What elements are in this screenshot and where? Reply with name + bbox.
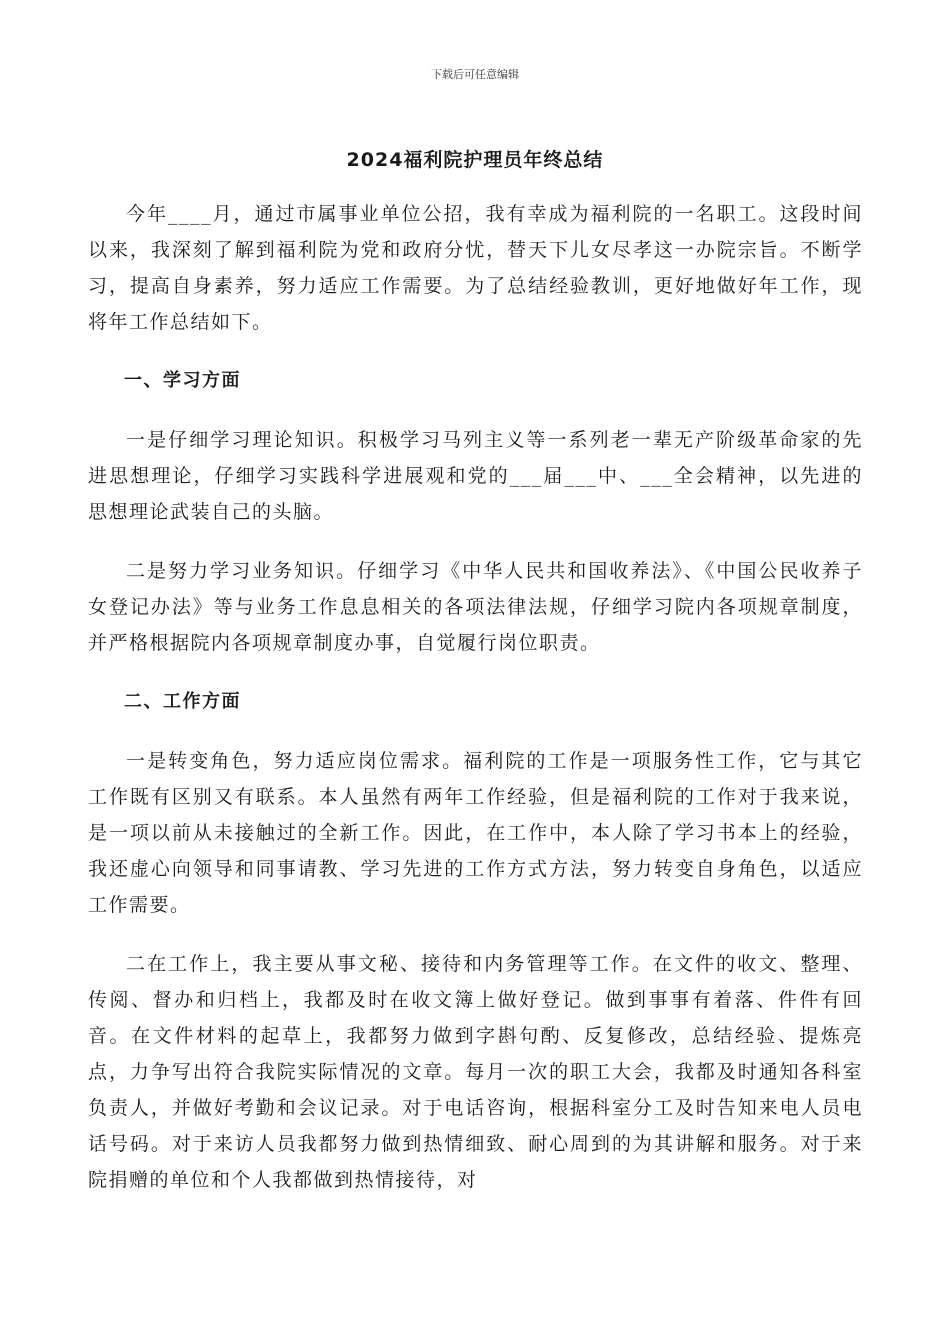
- study-paragraph-1: 一是仔细学习理论知识。积极学习马列主义等一系列老一辈无产阶级革命家的先进思想理论，仔细学习实践科学进展观和党的___届___中、___全会精神，以先进的思想理论武装自己的头脑。: [88, 429, 863, 523]
- section-heading-study: 一、学习方面: [124, 370, 241, 391]
- intro-paragraph: 今年____月，通过市属事业单位公招，我有幸成为福利院的一名职工。这段时间以来，我深刻了解到福利院为党和政府分忧，替天下儿女尽孝这一办院宗旨。不断学习，提高自身素养，努力适应工作需要。为了总结经验教训，更好地做好年工作，现将年工作总结如下。: [88, 203, 863, 333]
- document-title: 2024福利院护理员年终总结: [346, 149, 604, 171]
- study-paragraph-2: 二是努力学习业务知识。仔细学习《中华人民共和国收养法》、《中国公民收养子女登记办法》等与业务工作息息相关的各项法律法规，仔细学习院内各项规章制度，并严格根据院内各项规章制度办事，自觉履行岗位职责。: [88, 560, 863, 654]
- section-heading-work: 二、工作方面: [124, 691, 241, 712]
- work-paragraph-1: 一是转变角色，努力适应岗位需求。福利院的工作是一项服务性工作，它与其它工作既有区别又有联系。本人虽然有两年工作经验，但是福利院的工作对于我来说，是一项以前从未接触过的全新工作。因此，在工作中，本人除了学习书本上的经验，我还虚心向领导和同事请教、学习先进的工作方式方法，努力转变自身角色，以适应工作需要。: [88, 750, 863, 916]
- header-note: 下载后可任意编辑: [431, 68, 519, 81]
- work-paragraph-2: 二在工作上，我主要从事文秘、接待和内务管理等工作。在文件的收文、整理、传阅、督办和归档上，我都及时在收文簿上做好登记。做到事事有着落、件件有回音。在文件材料的起草上，我都努力做到字斟句酌、反复修改，总结经验、提炼亮点，力争写出符合我院实际情况的文章。每月一次的职工大会，我都及时通知各科室负责人，并做好考勤和会议记录。对于电话咨询，根据科室分工及时告知来电人员电话号码。对于来访人员我都努力做到热情细致、耐心周到的为其讲解和服务。对于来院捐赠的单位和个人我都做到热情接待，对: [88, 953, 863, 1191]
- document-body: [88, 196, 863, 1221]
